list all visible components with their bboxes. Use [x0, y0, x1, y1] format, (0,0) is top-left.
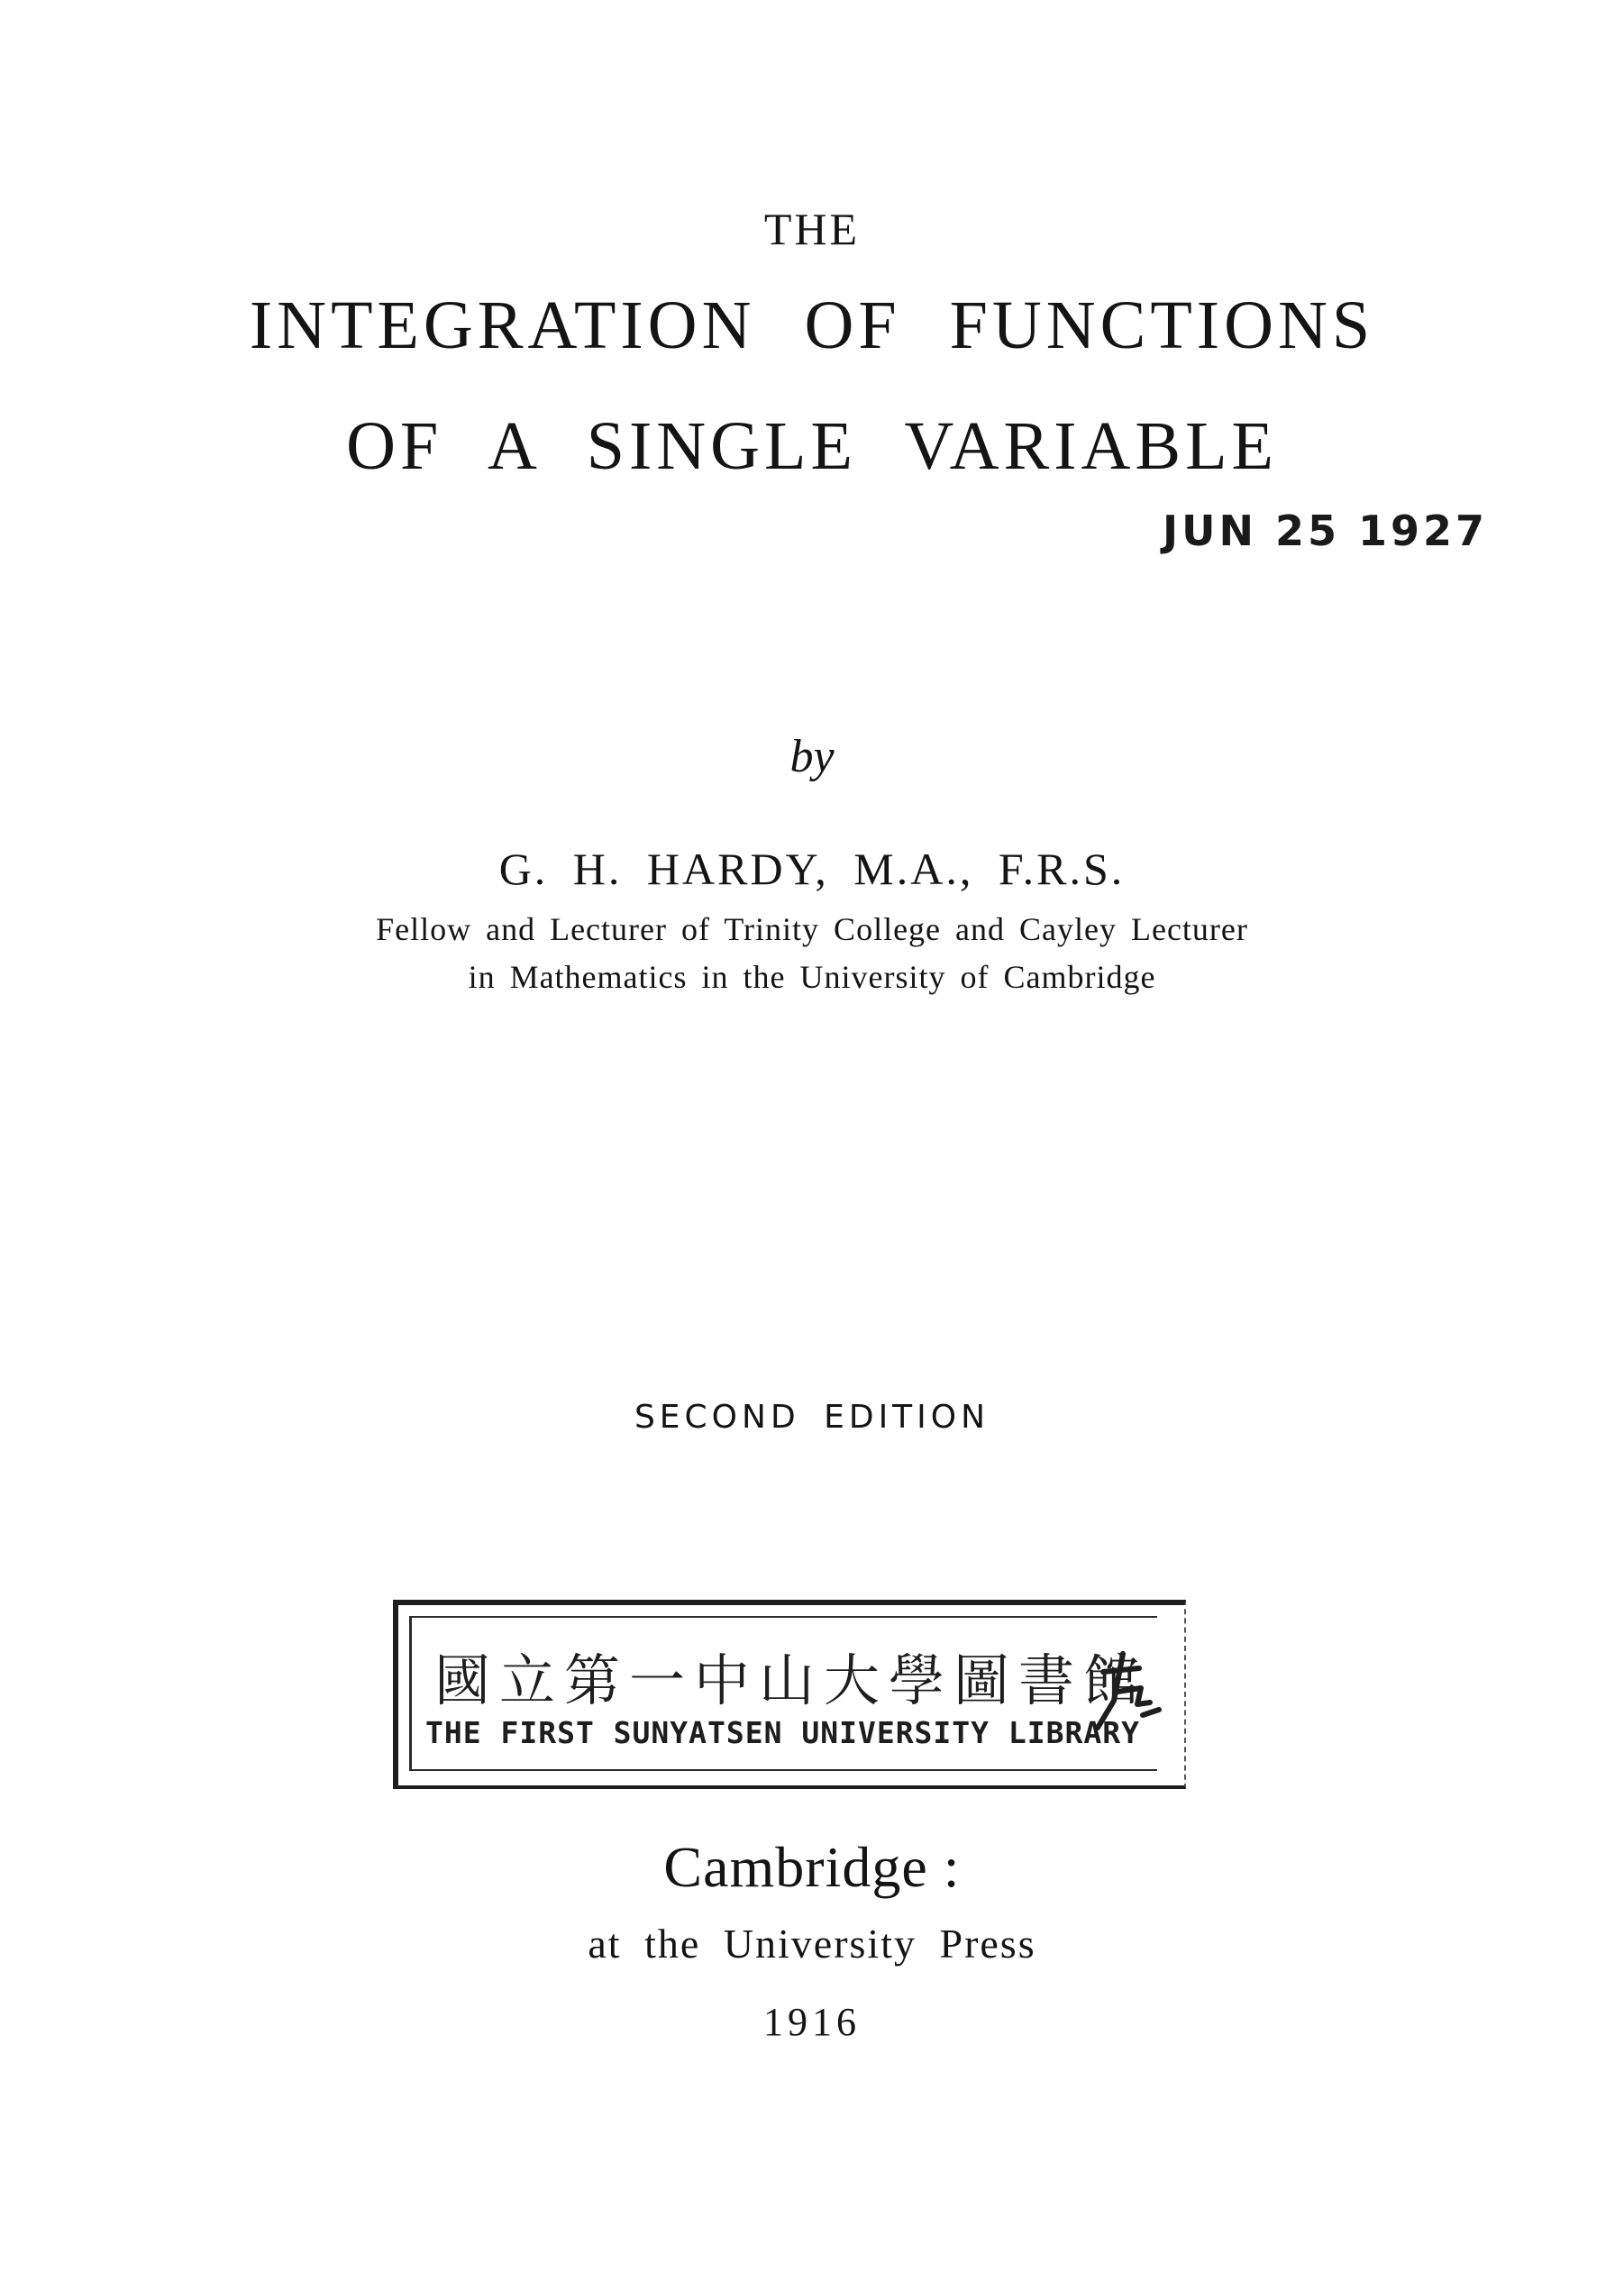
date-stamp: JUN 25 1927	[1163, 507, 1489, 555]
by-line: by	[789, 731, 835, 782]
title-article: THE	[763, 204, 861, 254]
author-affiliation-line-2: in Mathematics in the University of Cambridge	[468, 959, 1156, 995]
book-title-line-2: OF A SINGLE VARIABLE	[346, 408, 1278, 484]
publisher-name: at the University Press	[588, 1921, 1036, 1967]
handwritten-mark-icon	[1087, 1645, 1168, 1744]
author-name: G. H. HARDY, M.A., F.R.S.	[498, 844, 1126, 894]
publication-place: Cambridge :	[663, 1835, 961, 1899]
publication-year: 1916	[763, 2000, 861, 2044]
edition-label: SECOND EDITION	[634, 1399, 990, 1436]
book-title-line-1: INTEGRATION OF FUNCTIONS	[249, 288, 1375, 363]
stamp-english-text: THE FIRST SUNYATSEN UNIVERSITY LIBRARY	[425, 1715, 1140, 1750]
stamp-chinese-text: 國立第一中山大學圖書館	[434, 1648, 1149, 1713]
library-stamp	[393, 1600, 1186, 1789]
author-affiliation-line-1: Fellow and Lecturer of Trinity College and Cayley Lecturer	[376, 911, 1248, 947]
